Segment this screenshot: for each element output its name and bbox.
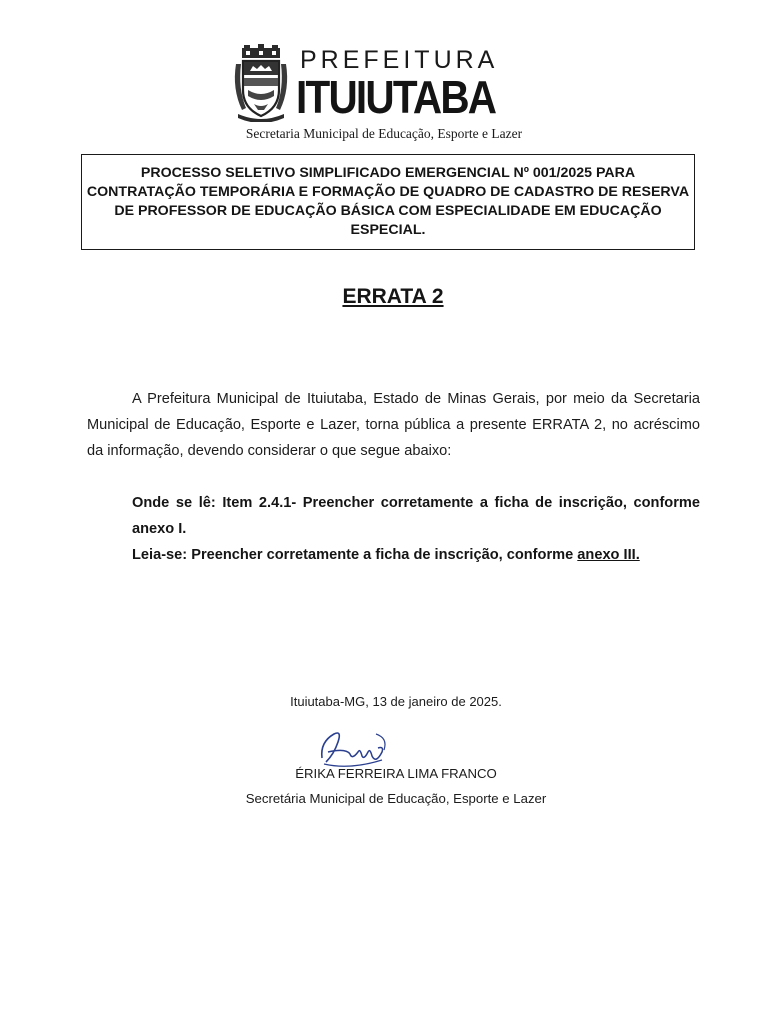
- leia-label: Leia-se: [132, 547, 183, 563]
- body-paragraph: A Prefeitura Municipal de Ituiutaba, Estado de Minas Gerais, por meio da Secretaria Municipal de Educação, Esporte e Lazer, torna pública a presente ERRATA 2, no acréscimo da informação, devendo considerar o que segue abaixo:: [87, 391, 700, 459]
- date-line: Ituiutaba-MG, 13 de janeiro de 2025.: [290, 694, 502, 709]
- signer-role: Secretária Municipal de Educação, Esporte e Lazer: [245, 791, 547, 806]
- errata-title: ERRATA 2: [342, 285, 444, 308]
- logo-prefeitura-text: PREFEITURA: [300, 46, 499, 74]
- signer-name: ÉRIKA FERREIRA LIMA FRANCO: [295, 766, 497, 781]
- correction-block: [132, 490, 700, 568]
- prefeitura-logo: [232, 44, 552, 126]
- secretaria-header: Secretaria Municipal de Educação, Esporte e Lazer: [245, 126, 523, 141]
- process-title-box: [81, 154, 695, 250]
- leia-annex: anexo III.: [577, 547, 640, 563]
- leia-text: : Preencher corretamente a ficha de inscrição, conforme: [182, 547, 578, 563]
- onde-text: : Item 2.4.1- Preencher corretamente a ficha de inscrição, conforme anexo I.: [132, 495, 700, 537]
- handwritten-signature: [316, 724, 392, 770]
- process-title: PROCESSO SELETIVO SIMPLIFICADO EMERGENCIAL Nº 001/2025 PARA CONTRATAÇÃO TEMPORÁRIA E FORMAÇÃO DE QUADRO DE CADASTRO DE RESERVA DE PROFESSOR DE EDUCAÇÃO BÁSICA COM ESPECIALIDADE EM EDUCAÇÃO ESPECIAL.: [86, 165, 690, 238]
- leia-se-line: [132, 542, 700, 568]
- onde-label: Onde se lê: [132, 495, 211, 511]
- logo-city-text: ITUIUTABA: [296, 71, 496, 123]
- coat-of-arms-icon: [232, 44, 290, 122]
- onde-se-le-line: [132, 490, 700, 542]
